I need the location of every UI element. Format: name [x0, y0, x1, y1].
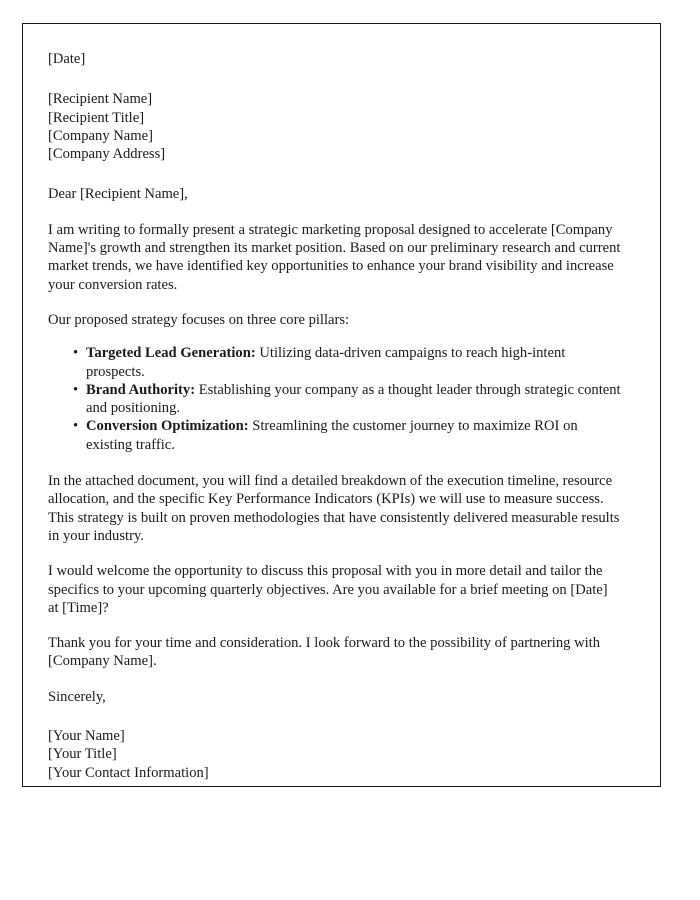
bullet-icon: • — [73, 418, 79, 435]
sign-off-line: Sincerely, — [48, 688, 106, 705]
sender-name: [Your Name] — [48, 728, 125, 745]
details-paragraph: In the attached document, you will find a detailed breakdown of the execution timeline, resource allocation, and the specific Key Performance Indicators (KPIs) we will use to measure success. This strategy is built on proven methodologies that have consistently delivered measurable results in your industry. — [48, 473, 620, 544]
recipient-name: [Recipient Name] — [48, 91, 153, 108]
salutation-block — [48, 185, 621, 203]
letter-body — [23, 24, 660, 787]
list-item-body: Streamlining the customer journey to maximize ROI on existing traffic. — [86, 418, 578, 453]
sender-title: [Your Title] — [48, 746, 117, 763]
pillars-list — [48, 344, 621, 454]
list-item-lead-in: Brand Authority: — [86, 381, 196, 398]
recipient-address: [Company Address] — [48, 146, 166, 163]
sign-off-block — [48, 688, 621, 706]
date-block — [48, 50, 621, 68]
list-item-body: Establishing your company as a thought leader through strategic content and positioning. — [86, 381, 621, 417]
list-item — [48, 344, 621, 381]
list-item-lead-in: Conversion Optimization: — [86, 418, 249, 435]
date-line: [Date] — [48, 51, 86, 67]
list-item — [48, 381, 621, 418]
bullet-icon: • — [73, 345, 79, 362]
letter-sheet — [22, 23, 661, 787]
salutation-line: Dear [Recipient Name], — [48, 186, 188, 203]
list-item-lead-in: Targeted Lead Generation: — [86, 345, 256, 362]
list-item-body: Utilizing data-driven campaigns to reach high-intent prospects. — [86, 345, 566, 380]
meeting-paragraph: I would welcome the opportunity to discuss this proposal with you in more detail and tailor the specifics to your upcoming quarterly objectives. Are you available for a brief meeting on [Date] at [Time]? — [48, 563, 608, 616]
list-item-content — [86, 345, 565, 379]
recipient-company: [Company Name] — [48, 127, 153, 144]
bullet-icon: • — [73, 381, 79, 398]
list-item — [48, 417, 621, 454]
signature-block — [48, 727, 621, 782]
recipient-title: [Recipient Title] — [48, 109, 145, 126]
sender-contact: [Your Contact Information] — [48, 764, 209, 781]
closing-paragraph: Thank you for your time and consideration. I look forward to the possibility of partnering with [Company Name]. — [48, 635, 601, 670]
intro-paragraph: I am writing to formally present a strategic marketing proposal designed to accelerate [Company Name]'s growth and strengthen its market position. Based on our preliminary research and current market trends, we have identified key opportunities to enhance your brand visibility and increase your conversion rates. — [48, 221, 621, 293]
pillars-intro-paragraph: Our proposed strategy focuses on three core pillars: — [48, 311, 350, 328]
recipient-address-block — [48, 90, 621, 163]
list-item-content — [86, 382, 621, 416]
list-item-content — [86, 418, 578, 452]
